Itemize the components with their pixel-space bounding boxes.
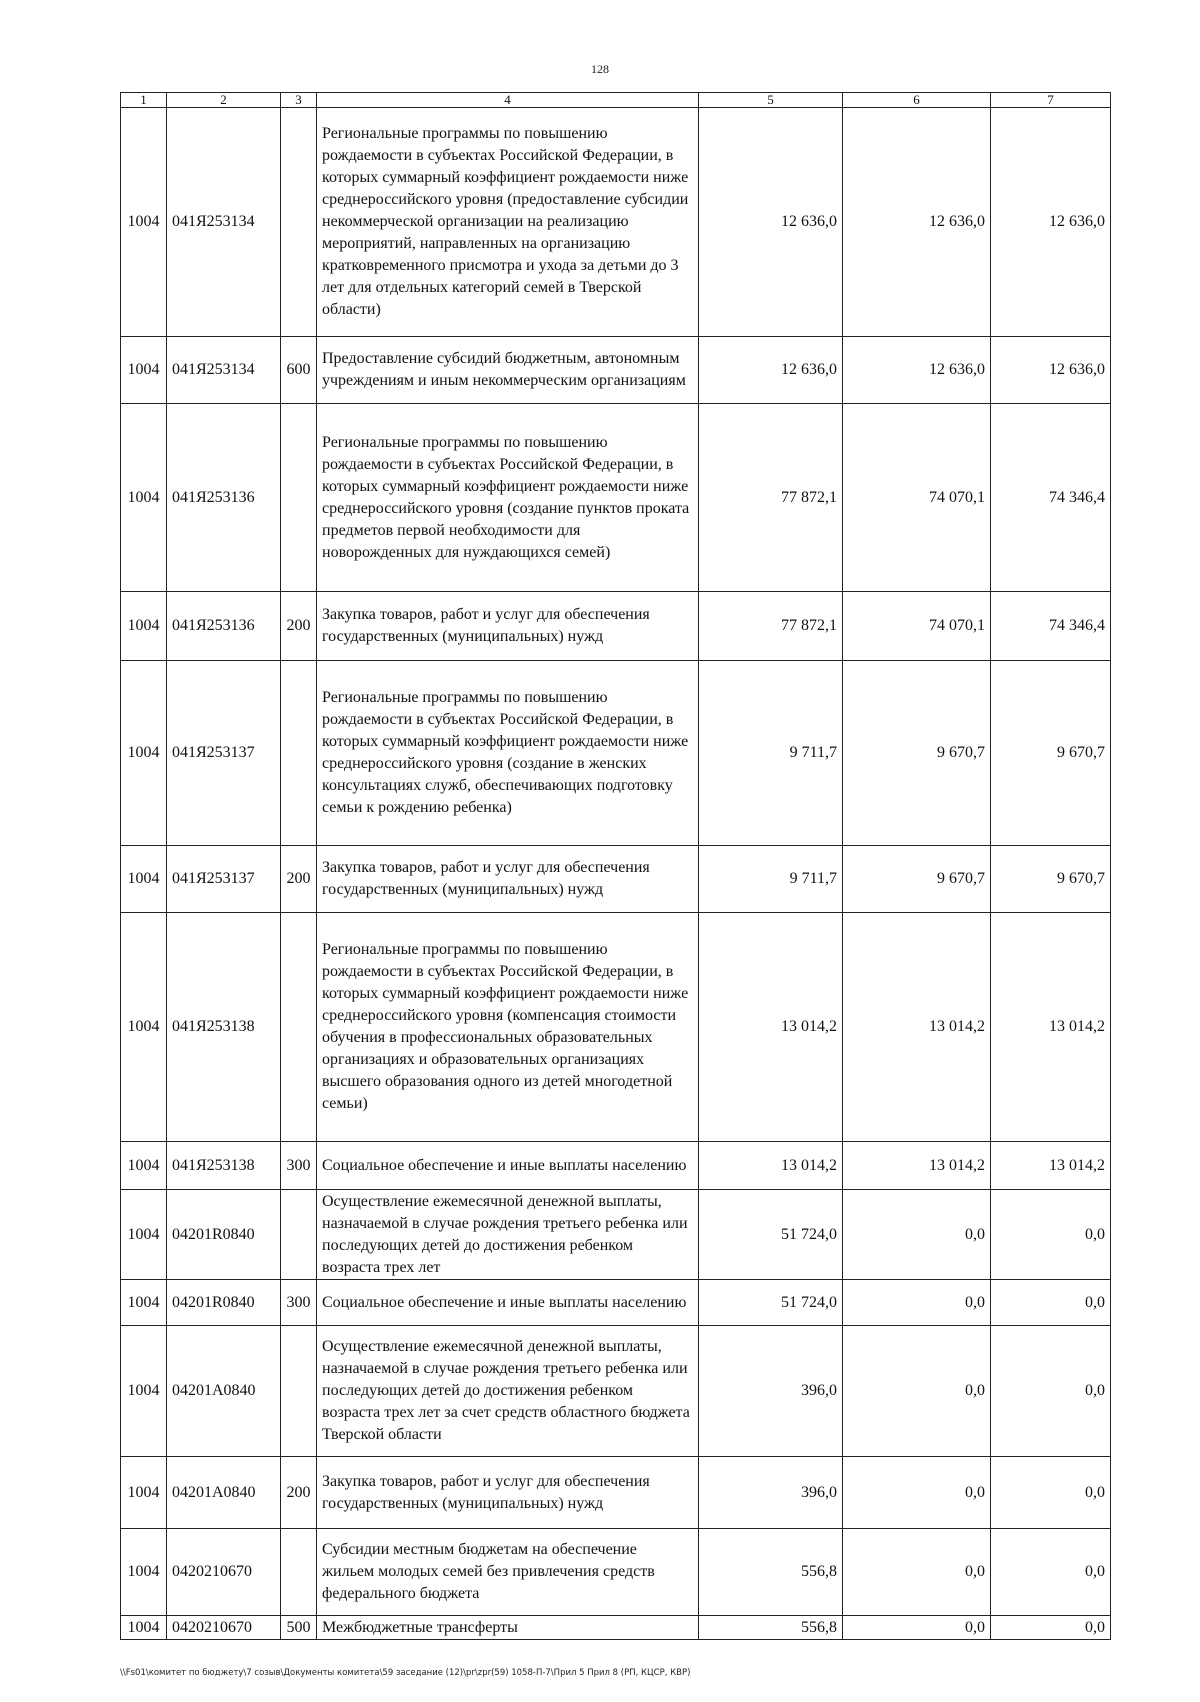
table-row: [121, 337, 1111, 404]
target-code-cell: 041Я253136: [167, 404, 281, 592]
header-row: [121, 93, 1111, 108]
budget-table: [120, 92, 1111, 1640]
expense-type-cell: 200: [281, 592, 317, 661]
expense-type-cell: [281, 1529, 317, 1616]
description-cell: Закупка товаров, работ и услуг для обеспечения государственных (муниципальных) нужд: [317, 592, 699, 661]
target-code-cell: 04201R0840: [167, 1190, 281, 1280]
amount-col7-cell: 13 014,2: [991, 1142, 1111, 1190]
description-cell: Региональные программы по повышению рождаемости в субъектах Российской Федерации, в которых суммарный коэффициент рождаемости ниже среднероссийского уровня (предоставление субсидии некоммерческой организации на реализацию мероприятий, направленных на организацию кратковременного присмотра и ухода за детьми до 3 лет для отдельных категорий семей в Тверской области): [317, 108, 699, 337]
expense-type-cell: 600: [281, 337, 317, 404]
description-cell: Социальное обеспечение и иные выплаты населению: [317, 1142, 699, 1190]
page-number: 128: [591, 62, 609, 76]
amount-col6-cell: 74 070,1: [843, 404, 991, 592]
section-cell: 1004: [121, 1280, 167, 1326]
amount-col5-cell: 556,8: [699, 1616, 843, 1640]
amount-col5-cell: 77 872,1: [699, 404, 843, 592]
target-code-cell: 041Я253137: [167, 846, 281, 913]
section-cell: 1004: [121, 337, 167, 404]
amount-col7-cell: 13 014,2: [991, 913, 1111, 1142]
description-cell: Закупка товаров, работ и услуг для обеспечения государственных (муниципальных) нужд: [317, 1457, 699, 1529]
expense-type-cell: [281, 661, 317, 846]
section-cell: 1004: [121, 913, 167, 1142]
section-cell: 1004: [121, 1457, 167, 1529]
description-cell: Осуществление ежемесячной денежной выплаты, назначаемой в случае рождения третьего ребенка или последующих детей до достижения ребенком возраста трех лет: [317, 1190, 699, 1280]
target-code-cell: 041Я253138: [167, 913, 281, 1142]
amount-col6-cell: 13 014,2: [843, 1142, 991, 1190]
expense-type-cell: 200: [281, 846, 317, 913]
amount-col5-cell: 9 711,7: [699, 846, 843, 913]
description-cell: Предоставление субсидий бюджетным, автономным учреждениям и иным некоммерческим организациям: [317, 337, 699, 404]
expense-type-cell: [281, 404, 317, 592]
col-header-6: 6: [843, 93, 991, 108]
description-cell: Региональные программы по повышению рождаемости в субъектах Российской Федерации, в которых суммарный коэффициент рождаемости ниже среднероссийского уровня (компенсация стоимости обучения в профессиональных образовательных организациях и образовательных организациях высшего образования одного из детей многодетной семьи): [317, 913, 699, 1142]
amount-col7-cell: 0,0: [991, 1190, 1111, 1280]
target-code-cell: 041Я253134: [167, 337, 281, 404]
section-cell: 1004: [121, 1326, 167, 1457]
section-cell: 1004: [121, 1529, 167, 1616]
amount-col6-cell: 74 070,1: [843, 592, 991, 661]
description-cell: Закупка товаров, работ и услуг для обеспечения государственных (муниципальных) нужд: [317, 846, 699, 913]
amount-col6-cell: 12 636,0: [843, 108, 991, 337]
target-code-cell: 04201R0840: [167, 1280, 281, 1326]
col-header-7: 7: [991, 93, 1111, 108]
amount-col6-cell: 0,0: [843, 1457, 991, 1529]
col-header-4: 4: [317, 93, 699, 108]
description-cell: Социальное обеспечение и иные выплаты населению: [317, 1280, 699, 1326]
table-row: [121, 661, 1111, 846]
description-cell: Региональные программы по повышению рождаемости в субъектах Российской Федерации, в которых суммарный коэффициент рождаемости ниже среднероссийского уровня (создание в женских консультациях служб, обеспечивающих подготовку семьи к рождению ребенка): [317, 661, 699, 846]
target-code-cell: 041Я253136: [167, 592, 281, 661]
expense-type-cell: 300: [281, 1142, 317, 1190]
target-code-cell: 041Я253134: [167, 108, 281, 337]
table-row: [121, 1616, 1111, 1640]
amount-col6-cell: 0,0: [843, 1280, 991, 1326]
amount-col6-cell: 9 670,7: [843, 846, 991, 913]
col-header-3: 3: [281, 93, 317, 108]
table-row: [121, 1326, 1111, 1457]
col-header-5: 5: [699, 93, 843, 108]
amount-col5-cell: 556,8: [699, 1529, 843, 1616]
section-cell: 1004: [121, 661, 167, 846]
amount-col6-cell: 0,0: [843, 1190, 991, 1280]
description-cell: Субсидии местным бюджетам на обеспечение жильем молодых семей без привлечения средств федерального бюджета: [317, 1529, 699, 1616]
table-row: [121, 1142, 1111, 1190]
table-row: [121, 913, 1111, 1142]
amount-col6-cell: 9 670,7: [843, 661, 991, 846]
table-row: [121, 1529, 1111, 1616]
section-cell: 1004: [121, 846, 167, 913]
amount-col7-cell: 9 670,7: [991, 846, 1111, 913]
target-code-cell: 0420210670: [167, 1529, 281, 1616]
amount-col5-cell: 396,0: [699, 1457, 843, 1529]
amount-col5-cell: 12 636,0: [699, 337, 843, 404]
amount-col7-cell: 0,0: [991, 1616, 1111, 1640]
target-code-cell: 0420210670: [167, 1616, 281, 1640]
amount-col7-cell: 12 636,0: [991, 337, 1111, 404]
amount-col6-cell: 0,0: [843, 1529, 991, 1616]
amount-col5-cell: 396,0: [699, 1326, 843, 1457]
amount-col7-cell: 0,0: [991, 1529, 1111, 1616]
amount-col5-cell: 9 711,7: [699, 661, 843, 846]
expense-type-cell: [281, 1190, 317, 1280]
expense-type-cell: 200: [281, 1457, 317, 1529]
section-cell: 1004: [121, 1142, 167, 1190]
amount-col7-cell: 9 670,7: [991, 661, 1111, 846]
description-cell: Межбюджетные трансферты: [317, 1616, 699, 1640]
amount-col7-cell: 74 346,4: [991, 404, 1111, 592]
table-row: [121, 846, 1111, 913]
expense-type-cell: [281, 1326, 317, 1457]
expense-type-cell: [281, 108, 317, 337]
amount-col5-cell: 13 014,2: [699, 1142, 843, 1190]
amount-col6-cell: 13 014,2: [843, 913, 991, 1142]
description-cell: Региональные программы по повышению рождаемости в субъектах Российской Федерации, в которых суммарный коэффициент рождаемости ниже среднероссийского уровня (создание пунктов проката предметов первой необходимости для новорожденных для нуждающихся семей): [317, 404, 699, 592]
section-cell: 1004: [121, 1616, 167, 1640]
target-code-cell: 041Я253137: [167, 661, 281, 846]
amount-col7-cell: 74 346,4: [991, 592, 1111, 661]
col-header-2: 2: [167, 93, 281, 108]
amount-col7-cell: 12 636,0: [991, 108, 1111, 337]
col-header-1: 1: [121, 93, 167, 108]
expense-type-cell: 500: [281, 1616, 317, 1640]
amount-col5-cell: 77 872,1: [699, 592, 843, 661]
table-row: [121, 404, 1111, 592]
amount-col6-cell: 0,0: [843, 1326, 991, 1457]
target-code-cell: 041Я253138: [167, 1142, 281, 1190]
expense-type-cell: 300: [281, 1280, 317, 1326]
table-row: [121, 108, 1111, 337]
section-cell: 1004: [121, 1190, 167, 1280]
section-cell: 1004: [121, 108, 167, 337]
amount-col6-cell: 12 636,0: [843, 337, 991, 404]
amount-col5-cell: 51 724,0: [699, 1280, 843, 1326]
table-row: [121, 1457, 1111, 1529]
amount-col6-cell: 0,0: [843, 1616, 991, 1640]
table-row: [121, 1280, 1111, 1326]
section-cell: 1004: [121, 404, 167, 592]
amount-col5-cell: 13 014,2: [699, 913, 843, 1142]
amount-col5-cell: 51 724,0: [699, 1190, 843, 1280]
file-path-footer: \\Fs01\комитет по бюджету\7 созыв\Документы комитета\59 заседание (12)\pr\zpr(59) 1058-П-7\Прил 5 Прил 8 (РП, КЦСР, КВР): [120, 1668, 691, 1678]
amount-col7-cell: 0,0: [991, 1326, 1111, 1457]
expense-type-cell: [281, 913, 317, 1142]
table-row: [121, 1190, 1111, 1280]
amount-col7-cell: 0,0: [991, 1457, 1111, 1529]
amount-col7-cell: 0,0: [991, 1280, 1111, 1326]
description-cell: Осуществление ежемесячной денежной выплаты, назначаемой в случае рождения третьего ребенка или последующих детей до достижения ребенком возраста трех лет за счет средств областного бюджета Тверской области: [317, 1326, 699, 1457]
target-code-cell: 04201A0840: [167, 1326, 281, 1457]
section-cell: 1004: [121, 592, 167, 661]
amount-col5-cell: 12 636,0: [699, 108, 843, 337]
target-code-cell: 04201A0840: [167, 1457, 281, 1529]
table-row: [121, 592, 1111, 661]
